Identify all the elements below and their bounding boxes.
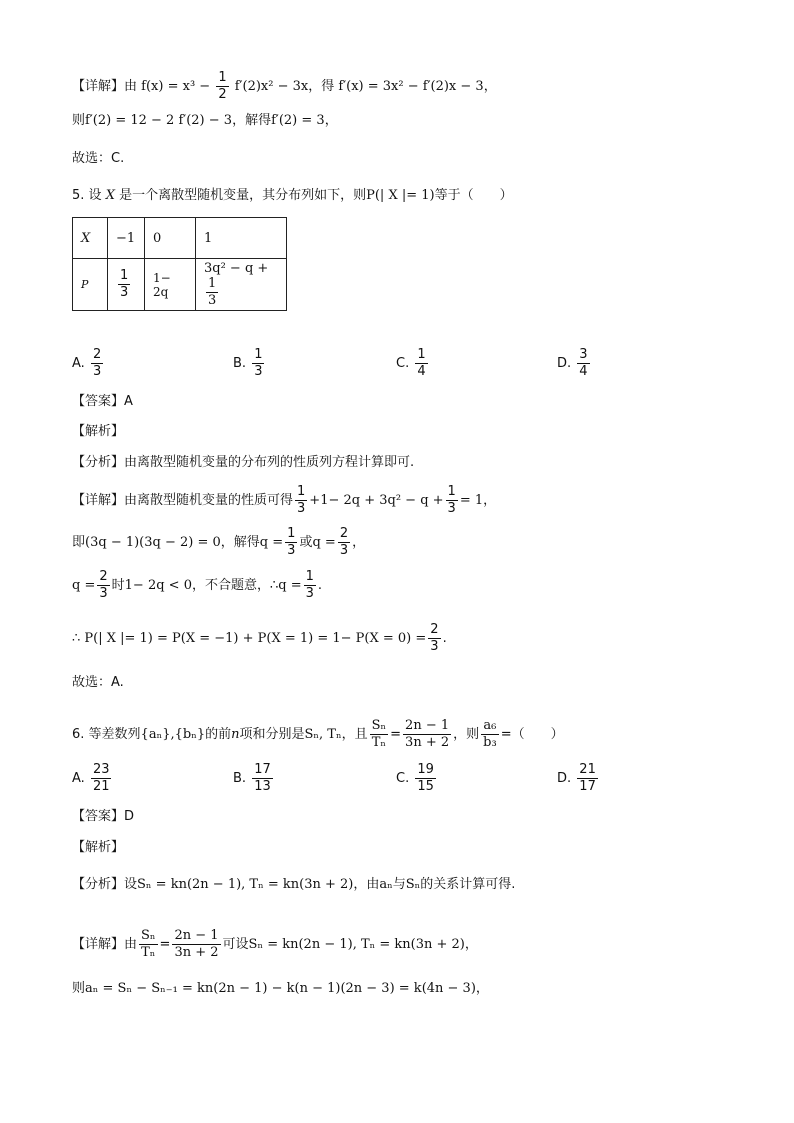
fraction: $\frac{19}{15}$ (417, 762, 434, 794)
fraction: $\frac{3}{4}$ (579, 347, 588, 379)
fraction: $\frac{\text{Sₙ}}{\text{Tₙ}}$ (371, 718, 387, 750)
fraction: $\frac{23}{21}$ (92, 762, 110, 794)
q5-stem: 5. 设 X 是一个离散型随机变量，其分布列如下，则P(| X |= 1)等于（ ） (72, 188, 513, 203)
table-row (73, 218, 287, 259)
fraction: $\frac{2}{3}$ (99, 569, 108, 601)
formula: f(x) = x³ − (141, 79, 211, 94)
formula: f′(x) = 3x² − f′(2)x − 3 (338, 79, 484, 94)
fraction: $\frac{\text{Sₙ}}{\text{Tₙ}}$ (141, 928, 156, 960)
distribution-table (72, 217, 287, 311)
q5-option-d: D. $\frac{3}{4}$ (557, 347, 588, 379)
choice-line: 故选：C. (72, 151, 125, 166)
table-cell: 1− 2q (145, 259, 196, 311)
detail-label: 【详解】 (72, 79, 125, 94)
q6-analysis-label: 【解析】 (72, 840, 125, 855)
table-cell: X (73, 218, 108, 259)
formula: f′(2)x² − 3x (234, 79, 309, 94)
q6-detail-2: 则aₙ = Sₙ − Sₙ₋₁ = kn(2n − 1) − k(n − 1)(2n − 3) = k(4n − 3)， (72, 981, 489, 996)
q5-option-b: B. $\frac{1}{3}$ (233, 347, 263, 379)
q6-answer: 【答案】D (72, 809, 135, 824)
q5-detail-4: ∴ P(| X |= 1) = P(X = −1) + P(X = 1) = 1− P(X = 0) = $\frac{2}{3}$ . (72, 622, 447, 654)
q5-fenxi: 【分析】由离散型随机变量的分布列的性质列方程计算即可. (72, 455, 415, 470)
detail-line-2: 则f′(2) = 12 − 2 f′(2) − 3，解得f′(2) = 3， (72, 113, 338, 128)
fraction: $\frac{1}{3}$ (305, 569, 314, 601)
fraction: $\frac{2}{3}$ (92, 347, 102, 379)
fraction: $\frac{\text{a₆}}{\text{b₃}}$ (483, 718, 497, 750)
q5-choice: 故选：A. (72, 675, 124, 690)
fraction: $\frac{1}{4}$ (417, 347, 426, 379)
q6-detail-1: 【详解】由 $\frac{\text{Sₙ}}{\text{Tₙ}}$ = $\frac{2n - 1}{3n + 2}$ 可设Sₙ = kn(2n − 1), Tₙ = kn(3n + 2)， (72, 928, 478, 960)
fraction: $\frac{1}{2}$ (218, 70, 227, 102)
table-cell: 3q² − q + $\frac{1}{3}$ (196, 259, 287, 311)
fraction: $\frac{2n - 1}{3n + 2}$ (405, 718, 450, 750)
q6-option-a: A. $\frac{23}{21}$ (72, 762, 110, 794)
q6-stem: 6. 等差数列{aₙ},{bₙ}的前n项和分别是Sₙ, Tₙ，且 $\frac{\text{Sₙ}}{\text{Tₙ}}$ = $\frac{2n - 1}{3n + 2}$ ，则 $\frac{\text{a₆}}{\text{b₃}}$ =（ ） (72, 718, 564, 750)
table-cell: 0 (145, 218, 196, 259)
formula: f′(2) = 3 (271, 113, 325, 128)
q6-fenxi: 【分析】设Sₙ = kn(2n − 1), Tₙ = kn(3n + 2)，由aₙ与Sₙ的关系计算可得. (72, 877, 516, 892)
table-cell (108, 259, 145, 311)
table-cell: −1 (108, 218, 145, 259)
q5-detail-1: 【详解】由离散型随机变量的性质可得 $\frac{1}{3}$ +1− 2q + 3q² − q + $\frac{1}{3}$ = 1， (72, 484, 497, 516)
q6-option-c: C. $\frac{19}{15}$ (396, 762, 434, 794)
q5-option-a: A. $\frac{2}{3}$ (72, 347, 102, 379)
formula: f′(2) = 12 − 2 f′(2) − 3 (85, 113, 233, 128)
q5-detail-2: 即(3q − 1)(3q − 2) = 0，解得q = $\frac{1}{3}$ 或q = $\frac{2}{3}$ ， (72, 526, 366, 558)
table-cell: 1 (196, 218, 287, 259)
q5-answer: 【答案】A (72, 394, 133, 409)
fraction: $\frac{21}{17}$ (579, 762, 596, 794)
q5-option-c: C. $\frac{1}{4}$ (396, 347, 426, 379)
fraction: $\frac{1}{3}$ (254, 347, 263, 379)
fraction: $\frac{1}{3}$ (208, 275, 217, 308)
fraction: $\frac{2}{3}$ (430, 622, 439, 654)
fraction: $\frac{17}{13}$ (254, 762, 271, 794)
detail-line-1: 【详解】由 f(x) = x³ − $\frac{1}{2}$ f′(2)x² − 3x，得 f′(x) = 3x² − f′(2)x − 3， (72, 70, 497, 102)
table-cell: P (73, 259, 108, 311)
fraction: $\frac{1}{3}$ (120, 268, 129, 300)
table-row (73, 259, 287, 311)
fraction: $\frac{1}{3}$ (297, 484, 306, 516)
q6-option-d: D. $\frac{21}{17}$ (557, 762, 596, 794)
q5-analysis-label: 【解析】 (72, 424, 125, 439)
q6-option-b: B. $\frac{17}{13}$ (233, 762, 271, 794)
fraction: $\frac{1}{3}$ (287, 526, 296, 558)
fraction: $\frac{1}{3}$ (447, 484, 456, 516)
fraction: $\frac{2}{3}$ (339, 526, 349, 558)
fraction: $\frac{2n - 1}{3n + 2}$ (174, 928, 219, 960)
q5-detail-3: q = $\frac{2}{3}$ 时1− 2q < 0，不合题意，∴q = $\frac{1}{3}$ . (72, 569, 323, 601)
